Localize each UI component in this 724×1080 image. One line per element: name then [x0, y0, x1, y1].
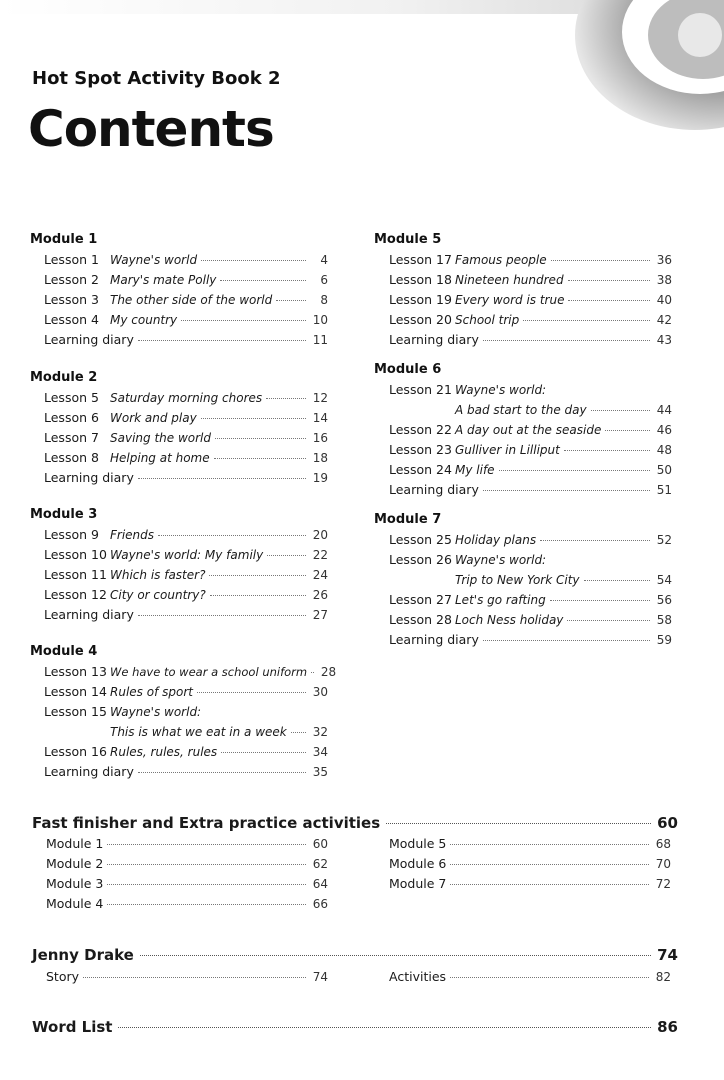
toc-entry[interactable]: Lesson 23 Gulliver in Lilliput 48: [389, 442, 672, 457]
toc-entry[interactable]: Module 7 72: [389, 876, 671, 891]
toc-entry[interactable]: Lesson 20 School trip 42: [389, 312, 672, 327]
toc-entry[interactable]: Lesson 6 Work and play 14: [44, 410, 328, 425]
jenny-drake-right-column: [389, 967, 671, 987]
toc-entry[interactable]: Lesson 7 Saving the world 16: [44, 430, 328, 445]
section-title: Jenny Drake: [32, 946, 134, 964]
toc-entry[interactable]: Story 74: [46, 969, 328, 984]
toc-entry[interactable]: Learning diary 11: [44, 332, 328, 347]
module-7-section: [374, 510, 672, 650]
toc-entry[interactable]: Lesson 28 Loch Ness holiday 58: [389, 612, 672, 627]
jenny-drake-left-column: [46, 967, 328, 987]
module-3-section: [30, 505, 328, 625]
module-1-section: [30, 230, 328, 350]
toc-entry[interactable]: Lesson 15 Wayne's world:: [44, 704, 202, 719]
toc-entry[interactable]: Module 1 60: [46, 836, 328, 851]
toc-entry[interactable]: Lesson 26 Wayne's world:: [389, 552, 547, 567]
module-6-section: [374, 360, 672, 500]
toc-entry[interactable]: Lesson 21 Wayne's world:: [389, 382, 547, 397]
module-heading: Module 7: [374, 512, 442, 527]
toc-entry[interactable]: Learning diary 35: [44, 764, 328, 779]
module-heading: Module 4: [30, 644, 98, 659]
toc-entry[interactable]: Lesson 9 Friends 20: [44, 527, 328, 542]
page-title: Contents: [28, 100, 274, 158]
toc-entry-continuation[interactable]: This is what we eat in a week 32: [110, 725, 328, 739]
toc-entry[interactable]: Lesson 2 Mary's mate Polly 6: [44, 272, 328, 287]
module-heading: Module 5: [374, 232, 442, 247]
toc-entry[interactable]: Lesson 27 Let's go rafting 56: [389, 592, 672, 607]
toc-entry[interactable]: Lesson 24 My life 50: [389, 462, 672, 477]
toc-entry[interactable]: Activities 82: [389, 969, 671, 984]
toc-entry-continuation[interactable]: A bad start to the day 44: [455, 403, 672, 417]
toc-entry[interactable]: Lesson 19 Every word is true 40: [389, 292, 672, 307]
word-list-section: [32, 1015, 678, 1039]
module-5-section: [374, 230, 672, 350]
toc-entry[interactable]: Module 2 62: [46, 856, 328, 871]
module-heading: Module 1: [30, 232, 98, 247]
toc-entry[interactable]: Lesson 16 Rules, rules, rules 34: [44, 744, 328, 759]
module-2-section: [30, 368, 328, 488]
toc-entry[interactable]: Lesson 22 A day out at the seaside 46: [389, 422, 672, 437]
toc-entry[interactable]: Learning diary 59: [389, 632, 672, 647]
toc-entry-continuation[interactable]: Trip to New York City 54: [455, 573, 672, 587]
fast-finisher-left-column: [46, 834, 328, 914]
toc-entry[interactable]: Module 6 70: [389, 856, 671, 871]
toc-entry[interactable]: Learning diary 51: [389, 482, 672, 497]
toc-entry[interactable]: Lesson 11 Which is faster? 24: [44, 567, 328, 582]
section-heading[interactable]: [32, 943, 678, 967]
module-4-section: [30, 642, 337, 782]
toc-entry[interactable]: Lesson 12 City or country? 26: [44, 587, 328, 602]
toc-entry[interactable]: Lesson 14 Rules of sport 30: [44, 684, 328, 699]
module-heading: Module 2: [30, 370, 98, 385]
module-heading: Module 6: [374, 362, 442, 377]
section-heading[interactable]: [32, 811, 678, 835]
section-page: 60: [657, 814, 678, 832]
toc-entry[interactable]: Lesson 13 We have to wear a school uniform 28: [44, 664, 337, 679]
section-heading[interactable]: [32, 1015, 678, 1039]
toc-entry[interactable]: Lesson 5 Saturday morning chores 12: [44, 390, 328, 405]
toc-entry[interactable]: Learning diary 27: [44, 607, 328, 622]
module-heading: Module 3: [30, 507, 98, 522]
toc-entry[interactable]: Module 4 66: [46, 896, 328, 911]
toc-entry[interactable]: Lesson 18 Nineteen hundred 38: [389, 272, 672, 287]
toc-entry[interactable]: Module 5 68: [389, 836, 671, 851]
decorative-swirl-graphic: [545, 0, 724, 140]
toc-entry[interactable]: Module 3 64: [46, 876, 328, 891]
section-page: 86: [657, 1018, 678, 1036]
section-title: Fast finisher and Extra practice activities: [32, 814, 381, 832]
toc-entry[interactable]: Lesson 17 Famous people 36: [389, 252, 672, 267]
toc-entry[interactable]: Lesson 8 Helping at home 18: [44, 450, 328, 465]
fast-finisher-right-column: [389, 834, 671, 894]
toc-entry[interactable]: Learning diary 19: [44, 470, 328, 485]
toc-entry[interactable]: Lesson 3 The other side of the world 8: [44, 292, 328, 307]
toc-entry[interactable]: Lesson 1 Wayne's world 4: [44, 252, 328, 267]
section-title: Word List: [32, 1018, 113, 1036]
fast-finisher-section: [32, 811, 678, 835]
toc-entry[interactable]: Lesson 25 Holiday plans 52: [389, 532, 672, 547]
book-title: Hot Spot Activity Book 2: [32, 68, 281, 89]
toc-entry[interactable]: Lesson 10 Wayne's world: My family 22: [44, 547, 328, 562]
toc-entry[interactable]: Learning diary 43: [389, 332, 672, 347]
jenny-drake-section: [32, 943, 678, 967]
section-page: 74: [657, 946, 678, 964]
toc-entry[interactable]: Lesson 4 My country 10: [44, 312, 328, 327]
